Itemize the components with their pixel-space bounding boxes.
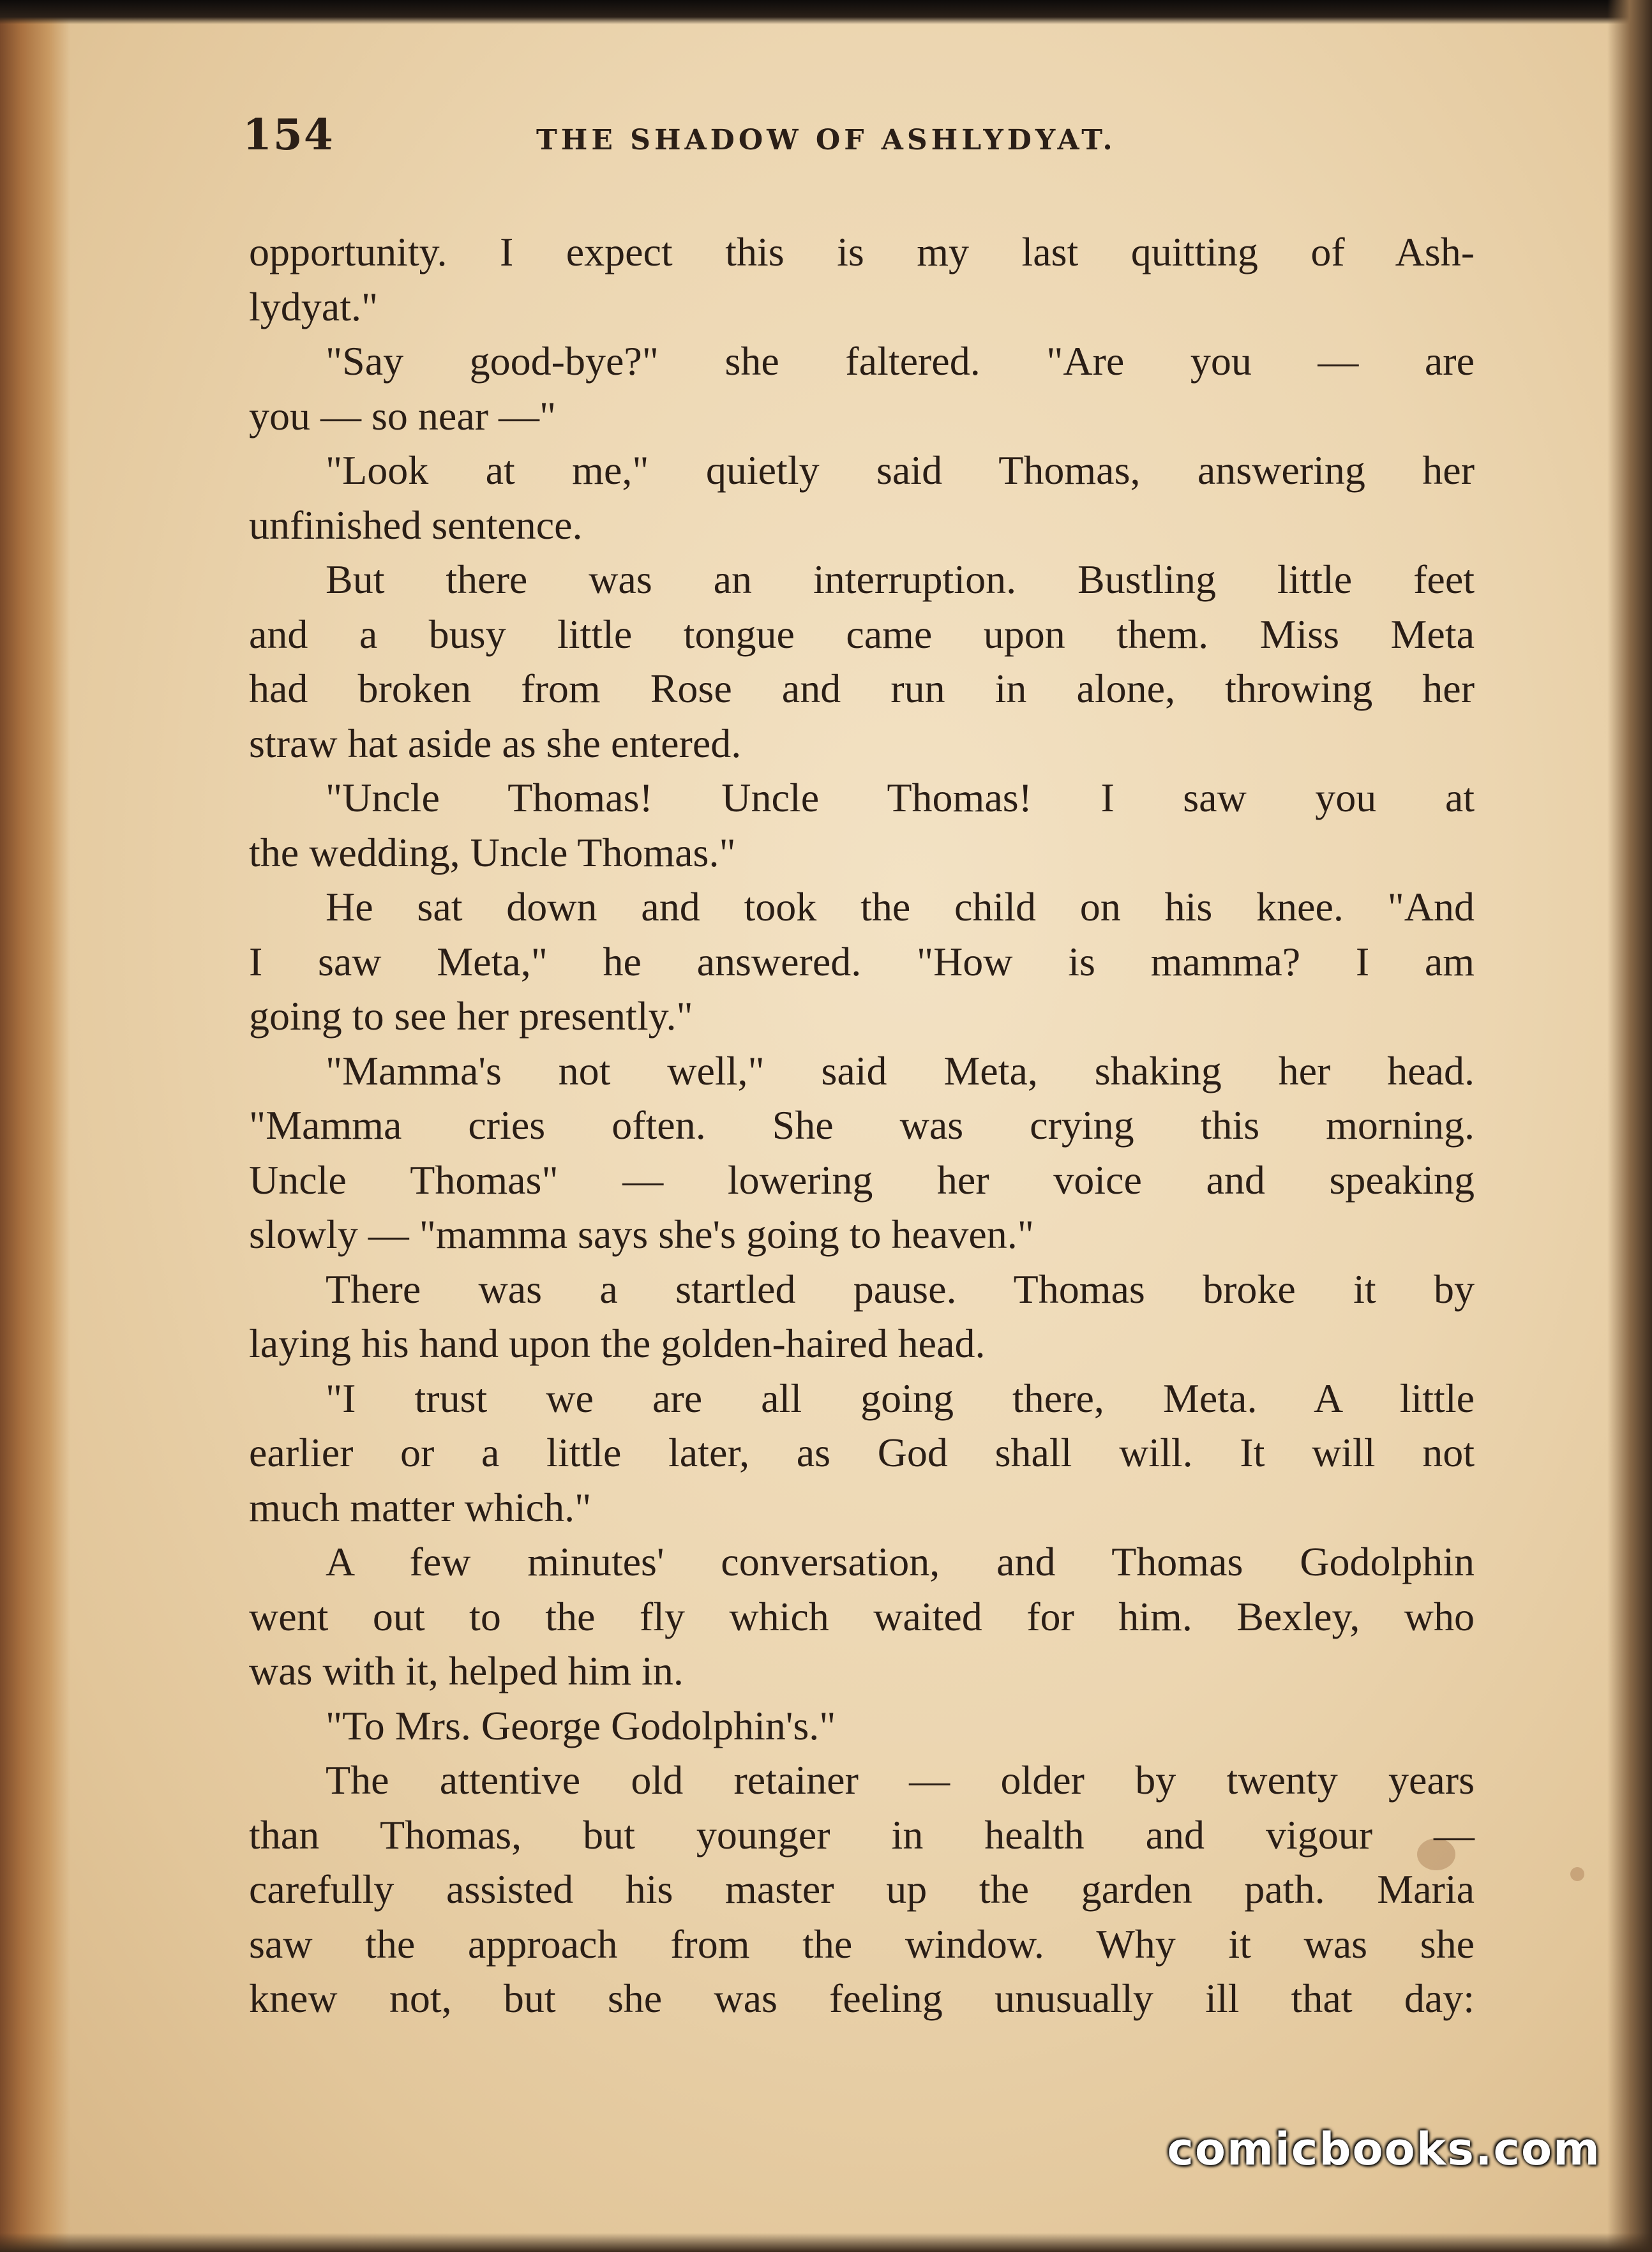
page-top-edge bbox=[0, 0, 1652, 24]
page-bottom-edge bbox=[0, 2233, 1652, 2252]
text-line: But there was an interruption. Bustling little feet bbox=[326, 557, 1475, 602]
text-line: unfinished sentence. bbox=[249, 502, 583, 548]
text-line: you — so near —" bbox=[249, 393, 557, 439]
text-line: the wedding, Uncle Thomas." bbox=[249, 829, 736, 875]
text-line: had broken from Rose and run in alone, throwing her bbox=[249, 666, 1475, 711]
text-line: The attentive old retainer — older by twenty years bbox=[326, 1757, 1475, 1803]
text-line: much matter which." bbox=[249, 1484, 592, 1530]
foxing-stain bbox=[1570, 1867, 1584, 1881]
page-fore-edge bbox=[0, 0, 70, 2252]
site-watermark: comicbooks.com bbox=[1167, 2123, 1601, 2175]
text-line: "Mamma cries often. She was crying this morning. bbox=[249, 1102, 1475, 1148]
running-title: THE SHADOW OF ASHLYDYAT. bbox=[536, 124, 1116, 156]
body-text bbox=[249, 225, 1475, 2026]
text-line: straw hat aside as she entered. bbox=[249, 720, 742, 766]
text-line: knew not, but she was feeling unusually ill that day: bbox=[249, 1976, 1475, 2021]
text-line: There was a startled pause. Thomas broke it by bbox=[326, 1266, 1475, 1312]
page-gutter bbox=[1607, 0, 1652, 2252]
text-line: He sat down and took the child on his knee. "And bbox=[326, 884, 1475, 929]
text-line: laying his hand upon the golden-haired head. bbox=[249, 1321, 986, 1366]
text-line: slowly — "mamma says she's going to heaven." bbox=[249, 1212, 1034, 1257]
running-header bbox=[243, 110, 1455, 167]
text-line: than Thomas, but younger in health and vigour — bbox=[249, 1812, 1475, 1858]
text-line: "Look at me," quietly said Thomas, answering her bbox=[326, 447, 1475, 493]
text-line: "To Mrs. George Godolphin's." bbox=[326, 1702, 836, 1748]
text-line: lydyat." bbox=[249, 283, 379, 329]
text-line: earlier or a little later, as God shall will. It will not bbox=[249, 1430, 1475, 1475]
text-line: A few minutes' conversation, and Thomas Godolphin bbox=[326, 1539, 1475, 1584]
text-line: carefully assisted his master up the garden path. Maria bbox=[249, 1866, 1475, 1912]
text-line: and a busy little tongue came upon them. Miss Meta bbox=[249, 611, 1475, 657]
text-line: "Mamma's not well," said Meta, shaking her head. bbox=[326, 1047, 1475, 1093]
text-line: saw the approach from the window. Why it was she bbox=[249, 1921, 1475, 1967]
text-line: Uncle Thomas" — lowering her voice and speaking bbox=[249, 1157, 1475, 1203]
text-line: I saw Meta," he answered. "How is mamma? I am bbox=[249, 938, 1475, 984]
text-line: was with it, helped him in. bbox=[249, 1648, 684, 1693]
page-number: 154 bbox=[243, 110, 334, 160]
text-line: "Uncle Thomas! Uncle Thomas! I saw you at bbox=[326, 775, 1475, 820]
text-line: "I trust we are all going there, Meta. A little bbox=[326, 1375, 1475, 1421]
text-line: "Say good-bye?" she faltered. "Are you — are bbox=[326, 338, 1475, 384]
text-line: opportunity. I expect this is my last quitting of Ash- bbox=[249, 229, 1475, 274]
text-line: went out to the fly which waited for him. Bexley, who bbox=[249, 1593, 1475, 1639]
text-line: going to see her presently." bbox=[249, 993, 693, 1039]
